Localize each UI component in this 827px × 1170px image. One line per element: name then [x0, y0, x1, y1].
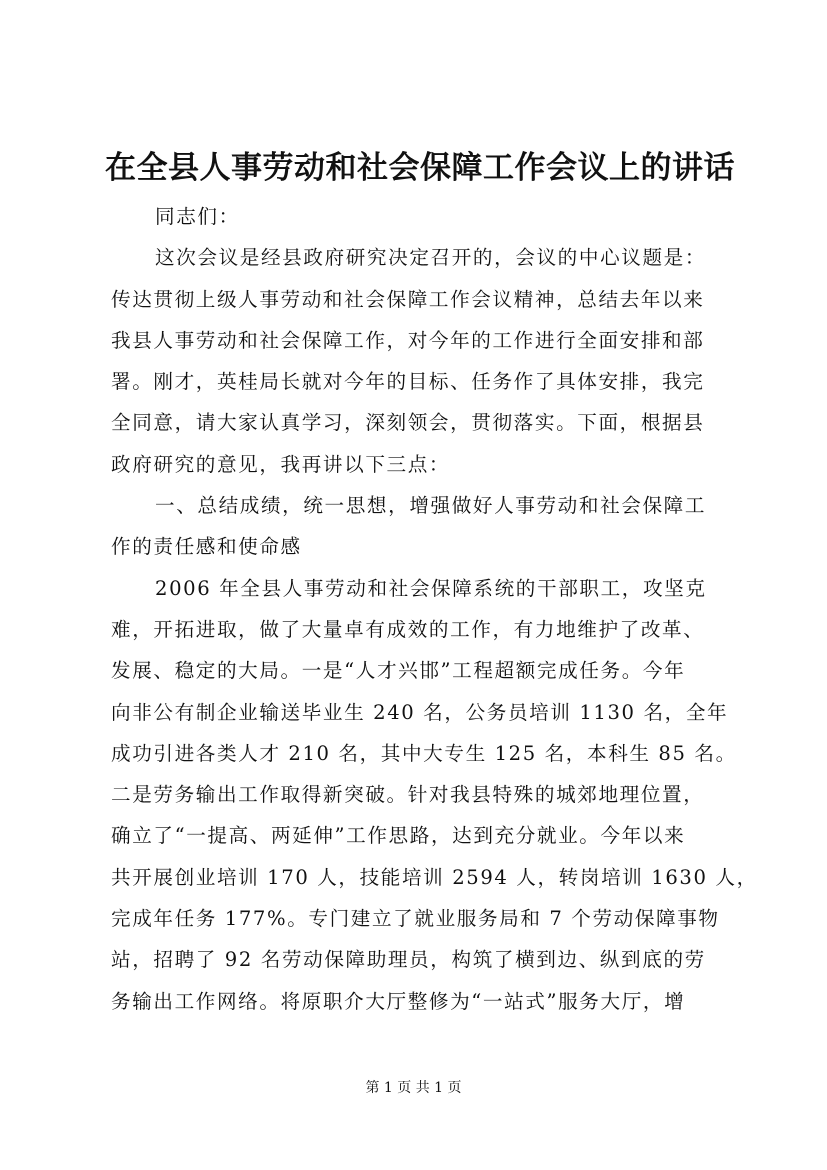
paragraph-line: 署。刚才，英桂局长就对今年的目标、任务作了具体安排，我完 — [111, 370, 705, 394]
section-heading-line: 作的责任感和使命感 — [111, 535, 302, 559]
paragraph-line: 成功引进各类人才 210 名，其中大专生 125 名，本科生 85 名。 — [111, 741, 737, 765]
paragraph-line: 二是劳务输出工作取得新突破。针对我县特殊的城郊地理位置， — [111, 783, 705, 807]
paragraph-line: 站，招聘了 92 名劳动保障助理员，构筑了横到边、纵到底的劳 — [111, 948, 706, 972]
paragraph-line: 2006 年全县人事劳动和社会保障系统的干部职工，攻坚克 — [155, 576, 707, 600]
paragraph-line: 全同意，请大家认真学习，深刻领会，贯彻落实。下面，根据县 — [111, 411, 705, 435]
paragraph-line: 向非公有制企业输送毕业生 240 名，公务员培训 1130 名，全年 — [111, 700, 729, 724]
paragraph-line: 难，开拓进取，做了大量卓有成效的工作，有力地维护了改革、 — [111, 617, 705, 641]
salutation-line: 同志们： — [155, 205, 240, 228]
paragraph-line: 传达贯彻上级人事劳动和社会保障工作会议精神，总结去年以来 — [111, 287, 705, 311]
paragraph-line: 确立了“一提高、两延伸”工作思路，达到充分就业。今年以来 — [111, 824, 686, 848]
paragraph-line: 务输出工作网络。将原职介大厅整修为“一站式”服务大厅，增 — [111, 989, 686, 1013]
document-body — [111, 196, 758, 1022]
paragraph-line: 发展、稳定的大局。一是“人才兴邯”工程超额完成任务。今年 — [111, 659, 686, 683]
paragraph-line: 我县人事劳动和社会保障工作，对今年的工作进行全面安排和部 — [111, 328, 705, 352]
paragraph-line: 完成年任务 177%。专门建立了就业服务局和 7 个劳动保障事物 — [111, 907, 720, 931]
page-footer: 第 1 页 共 1 页 — [365, 1080, 462, 1096]
paragraph-line: 这次会议是经县政府研究决定召开的，会议的中心议题是： — [155, 246, 707, 270]
paragraph-line: 共开展创业培训 170 人，技能培训 2594 人，转岗培训 1630 人， — [111, 865, 758, 889]
paragraph-line: 政府研究的意见，我再讲以下三点： — [111, 452, 451, 476]
document-title: 在全县人事劳动和社会保障工作会议上的讲话 — [105, 150, 735, 186]
section-heading-line: 一、总结成绩，统一思想，增强做好人事劳动和社会保障工 — [155, 494, 707, 518]
